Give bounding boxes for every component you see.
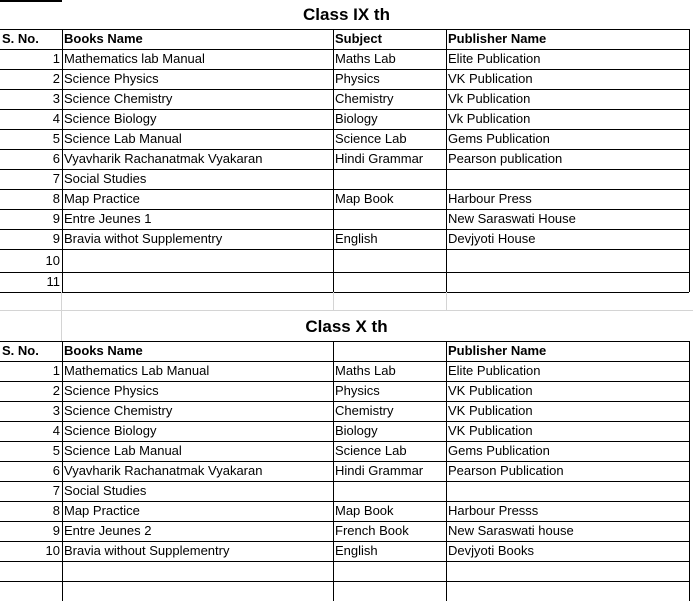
cell-sno[interactable]: 7 (52, 483, 60, 498)
cell-sno[interactable]: 10 (45, 543, 60, 558)
cell-books-name[interactable]: Science Biology (64, 423, 157, 438)
header-books-name[interactable]: Books Name (64, 31, 143, 46)
table-row (0, 272, 693, 292)
grid-line (0, 581, 689, 582)
cell-publisher[interactable]: VK Publication (448, 383, 533, 398)
grid-line (0, 441, 689, 442)
grid-line (0, 341, 689, 342)
grid-line (62, 29, 63, 292)
grid-line (0, 169, 689, 170)
cell-subject[interactable]: Hindi Grammar (335, 463, 424, 478)
cell-books-name[interactable]: Entre Jeunes 1 (64, 211, 152, 226)
header-row (0, 341, 693, 361)
cell-publisher[interactable]: VK Publication (448, 423, 533, 438)
grid-line (0, 69, 689, 70)
grid-line (0, 561, 689, 562)
cell-publisher[interactable]: Vk Publication (448, 91, 531, 106)
cell-publisher[interactable]: Vk Publication (448, 111, 531, 126)
grid-line (0, 310, 693, 311)
grid-line (61, 292, 62, 341)
cell-sno[interactable]: 6 (52, 463, 60, 478)
grid-line (62, 341, 63, 601)
cell-books-name[interactable]: Vyavharik Rachanatmak Vyakaran (64, 463, 263, 478)
header-row (0, 29, 693, 49)
table-row (0, 401, 693, 421)
cell-publisher[interactable]: Harbour Press (448, 191, 532, 206)
table-row (0, 521, 693, 541)
cell-subject[interactable]: Maths Lab (335, 363, 396, 378)
grid-line (446, 341, 447, 601)
table-row (0, 169, 693, 189)
cell-publisher[interactable]: VK Publication (448, 403, 533, 418)
table-title: Class IX th (303, 5, 390, 24)
cell-books-name[interactable]: Science Physics (64, 71, 159, 86)
cell-subject[interactable]: French Book (335, 523, 409, 538)
cell-subject[interactable]: Hindi Grammar (335, 151, 424, 166)
grid-line (0, 149, 689, 150)
cell-subject[interactable]: Map Book (335, 503, 394, 518)
grid-line (0, 129, 689, 130)
cell-books-name[interactable]: Science Biology (64, 111, 157, 126)
cell-subject[interactable]: Biology (335, 111, 378, 126)
grid-line (333, 341, 334, 601)
cell-sno[interactable]: 9 (52, 523, 60, 538)
table-row (0, 209, 693, 229)
table-row (0, 109, 693, 129)
selection-mark (0, 0, 62, 2)
grid-line (333, 292, 334, 310)
table-row (0, 481, 693, 501)
cell-publisher[interactable]: Devjyoti House (448, 231, 536, 246)
cell-books-name[interactable]: Bravia without Supplementry (64, 543, 230, 558)
cell-publisher[interactable]: Pearson Publication (448, 463, 564, 478)
cell-subject[interactable]: Chemistry (335, 403, 394, 418)
grid-line (0, 209, 689, 210)
table-row (0, 49, 693, 69)
cell-subject[interactable]: Physics (335, 383, 380, 398)
grid-line (446, 29, 447, 292)
cell-subject[interactable]: Science Lab (335, 443, 407, 458)
cell-sno[interactable]: 3 (52, 403, 60, 418)
grid-line (446, 292, 447, 310)
cell-subject[interactable]: Map Book (335, 191, 394, 206)
grid-line (0, 421, 689, 422)
grid-line (689, 29, 690, 292)
cell-subject[interactable]: Science Lab (335, 131, 407, 146)
cell-books-name[interactable]: Entre Jeunes 2 (64, 523, 152, 538)
table-row (0, 501, 693, 521)
cell-sno[interactable]: 4 (52, 111, 60, 126)
table-row (0, 381, 693, 401)
cell-sno[interactable]: 8 (52, 503, 60, 518)
grid-line (0, 29, 689, 30)
header-sno[interactable]: S. No. (2, 31, 39, 46)
table-row (0, 129, 693, 149)
grid-line (333, 29, 334, 292)
table-row (0, 149, 693, 169)
cell-sno[interactable]: 1 (52, 51, 60, 66)
grid-line (689, 341, 690, 601)
cell-sno[interactable]: 2 (52, 383, 60, 398)
cell-sno[interactable]: 10 (45, 253, 60, 268)
table-row (0, 89, 693, 109)
grid-line (0, 521, 689, 522)
cell-sno[interactable]: 3 (52, 91, 60, 106)
table-row (0, 541, 693, 561)
cell-publisher[interactable]: Devjyoti Books (448, 543, 534, 558)
cell-sno[interactable]: 5 (52, 443, 60, 458)
cell-sno[interactable]: 9 (52, 231, 60, 246)
cell-books-name[interactable]: Mathematics Lab Manual (64, 363, 210, 378)
table-row (0, 421, 693, 441)
grid-line (0, 49, 689, 50)
grid-line (0, 249, 689, 250)
cell-sno[interactable]: 11 (46, 274, 60, 289)
header-subject[interactable]: Subject (335, 31, 382, 46)
cell-subject[interactable]: Maths Lab (335, 51, 396, 66)
grid-line (0, 541, 689, 542)
table-title: Class X th (305, 317, 388, 336)
cell-publisher[interactable]: New Saraswati house (448, 523, 574, 538)
cell-sno[interactable]: 7 (52, 171, 60, 186)
cell-publisher[interactable]: Elite Publication (448, 363, 541, 378)
grid-line (0, 89, 689, 90)
cell-books-name[interactable]: Map Practice (64, 503, 140, 518)
cell-publisher[interactable]: VK Publication (448, 71, 533, 86)
cell-books-name[interactable]: Vyavharik Rachanatmak Vyakaran (64, 151, 263, 166)
cell-subject[interactable]: Biology (335, 423, 378, 438)
header-sno[interactable]: S. No. (2, 343, 39, 358)
grid-line (0, 229, 689, 230)
cell-books-name[interactable]: Map Practice (64, 191, 140, 206)
cell-publisher[interactable]: New Saraswati House (448, 211, 576, 226)
header-books-name[interactable]: Books Name (64, 343, 143, 358)
grid-line (0, 189, 689, 190)
cell-books-name[interactable]: Science Lab Manual (64, 131, 182, 146)
cell-sno[interactable]: 5 (52, 131, 60, 146)
cell-sno[interactable]: 6 (52, 151, 60, 166)
cell-publisher[interactable]: Gems Publication (448, 443, 550, 458)
cell-subject[interactable]: English (335, 231, 378, 246)
cell-subject[interactable]: Physics (335, 71, 380, 86)
cell-publisher[interactable]: Gems Publication (448, 131, 550, 146)
table-row (0, 229, 693, 249)
header-publisher[interactable]: Publisher Name (448, 343, 547, 358)
cell-books-name[interactable]: Science Lab Manual (64, 443, 182, 458)
cell-books-name[interactable]: Bravia withot Supplementry (64, 231, 223, 246)
grid-line (0, 481, 689, 482)
cell-sno[interactable]: 9 (52, 211, 60, 226)
grid-line (0, 461, 689, 462)
cell-sno[interactable]: 1 (52, 363, 60, 378)
cell-publisher[interactable]: Harbour Presss (448, 503, 539, 518)
cell-sno[interactable]: 8 (52, 191, 60, 206)
grid-line (0, 381, 689, 382)
cell-books-name[interactable]: Science Chemistry (64, 91, 173, 106)
cell-publisher[interactable]: Elite Publication (448, 51, 541, 66)
grid-line (0, 109, 689, 110)
cell-books-name[interactable]: Social Studies (64, 171, 147, 186)
cell-subject[interactable]: English (335, 543, 378, 558)
cell-books-name[interactable]: Social Studies (64, 483, 147, 498)
cell-books-name[interactable]: Mathematics lab Manual (64, 51, 205, 66)
table-row (0, 461, 693, 481)
cell-books-name[interactable]: Science Chemistry (64, 403, 173, 418)
header-publisher[interactable]: Publisher Name (448, 31, 547, 46)
table-row (0, 249, 693, 272)
table-row (0, 361, 693, 381)
table-row (0, 189, 693, 209)
cell-books-name[interactable]: Science Physics (64, 383, 159, 398)
cell-sno[interactable]: 4 (52, 423, 60, 438)
grid-line (0, 292, 689, 293)
grid-line (0, 501, 689, 502)
cell-sno[interactable]: 2 (52, 71, 60, 86)
grid-line (0, 361, 689, 362)
table-row (0, 69, 693, 89)
grid-line (0, 272, 689, 273)
cell-subject[interactable]: Chemistry (335, 91, 394, 106)
grid-line (0, 401, 689, 402)
table-row (0, 441, 693, 461)
cell-publisher[interactable]: Pearson publication (448, 151, 563, 166)
